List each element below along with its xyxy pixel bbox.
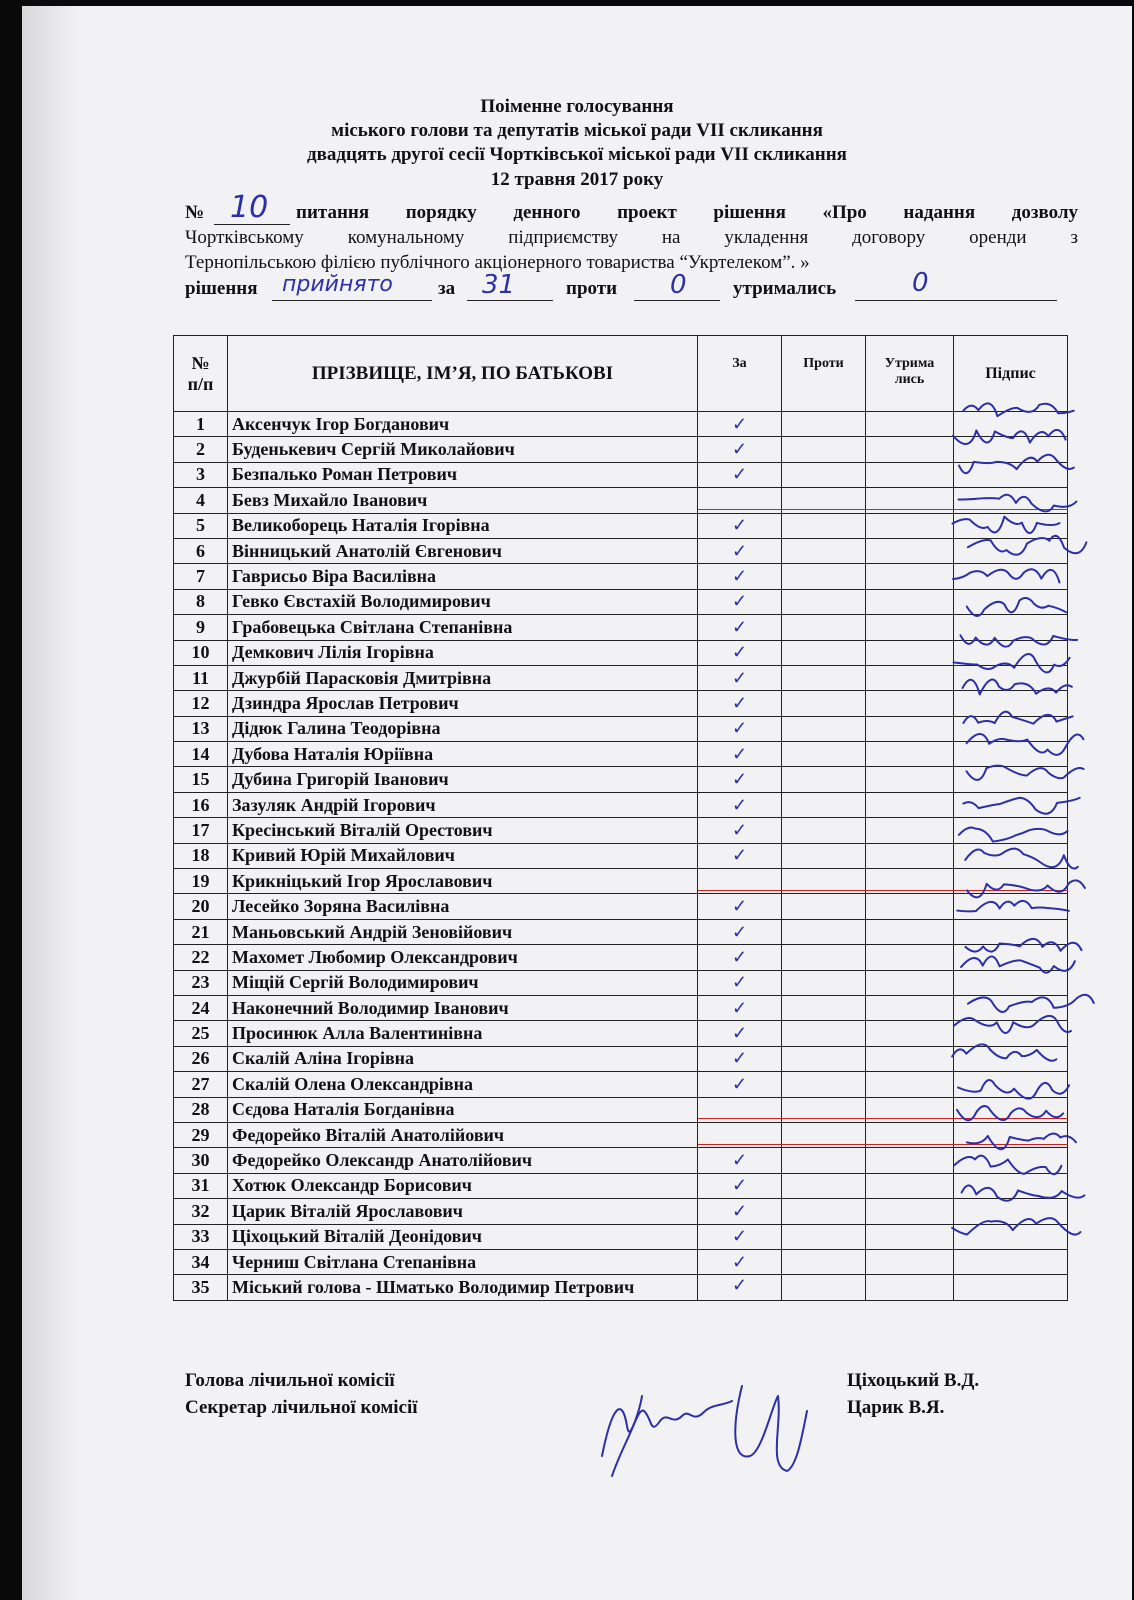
row-vote-for: ✓	[698, 818, 782, 843]
row-name: Хотюк Олександр Борисович	[228, 1173, 698, 1198]
row-vote-against	[782, 894, 866, 919]
row-vote-against	[782, 1224, 866, 1249]
row-name: Махомет Любомир Олександрович	[228, 945, 698, 970]
signature-scribble	[953, 569, 1059, 582]
row-vote-against	[782, 843, 866, 868]
header-line-4: 12 травня 2017 року	[490, 169, 664, 190]
signature-scribble	[963, 680, 1072, 695]
signature-scribble	[966, 766, 1083, 780]
row-number: 19	[174, 869, 228, 894]
row-number: 7	[174, 564, 228, 589]
row-vote-for: ✓	[698, 1148, 782, 1173]
row-name: Буденькевич Сергій Миколайович	[228, 437, 698, 462]
signature-scribble	[954, 1156, 1061, 1175]
row-vote-for: ✓	[698, 665, 782, 690]
signature-scribble	[957, 901, 1069, 911]
row-number: 26	[174, 1046, 228, 1071]
row-number: 16	[174, 792, 228, 817]
row-vote-against	[782, 513, 866, 538]
row-vote-for: ✓	[698, 1021, 782, 1046]
row-number: 8	[174, 589, 228, 614]
row-vote-for: ✓	[698, 462, 782, 487]
abstained-value: 0	[912, 268, 929, 298]
row-name: Дзиндра Ярослав Петрович	[228, 691, 698, 716]
row-number: 13	[174, 716, 228, 741]
row-name: Великоборець Наталія Ігорівна	[228, 513, 698, 538]
row-vote-for: ✓	[698, 640, 782, 665]
row-name: Ціхоцький Віталій Деонідович	[228, 1224, 698, 1249]
signature-scribble	[967, 734, 1084, 755]
signature-scribble	[963, 798, 1079, 814]
chair-name: Ціхоцький В.Д.	[847, 1370, 980, 1391]
row-number: 3	[174, 462, 228, 487]
row-number: 25	[174, 1021, 228, 1046]
row-vote-for: ✓	[698, 792, 782, 817]
signature-scribble	[954, 654, 1070, 672]
signature-scribble	[963, 712, 1072, 724]
row-name: Федорейко Віталій Анатолійович	[228, 1122, 698, 1147]
row-vote-against	[782, 589, 866, 614]
row-name: Кресінський Віталій Орестович	[228, 818, 698, 843]
row-vote-against	[782, 767, 866, 792]
row-vote-against	[782, 995, 866, 1020]
row-vote-for: ✓	[698, 1072, 782, 1097]
row-number: 24	[174, 995, 228, 1020]
decision-label: рішення	[185, 278, 258, 299]
row-vote-against	[782, 970, 866, 995]
signature-scribble	[952, 1218, 1080, 1234]
row-name: Сєдова Наталія Богданівна	[228, 1097, 698, 1122]
row-vote-against	[782, 1199, 866, 1224]
row-vote-against	[782, 1173, 866, 1198]
header-abstained: Утрима лись	[866, 336, 954, 412]
row-vote-against	[782, 919, 866, 944]
header-against: Проти	[782, 336, 866, 412]
row-name: Маньовський Андрій Зеновійович	[228, 919, 698, 944]
row-number: 34	[174, 1249, 228, 1274]
row-name: Дубина Григорій Іванович	[228, 767, 698, 792]
row-vote-for: ✓	[698, 995, 782, 1020]
row-vote-for: ✓	[698, 767, 782, 792]
row-name: Федорейко Олександр Анатолійович	[228, 1148, 698, 1173]
row-vote-against	[782, 1249, 866, 1274]
signature-scribble	[962, 1185, 1085, 1200]
row-vote-against	[782, 564, 866, 589]
signature-scribble	[958, 1080, 1069, 1099]
row-name: Наконечний Володимир Іванович	[228, 995, 698, 1020]
row-number: 18	[174, 843, 228, 868]
row-number: 21	[174, 919, 228, 944]
signature-scribble	[953, 430, 1066, 444]
for-value: 31	[482, 270, 516, 300]
document-page	[22, 6, 1132, 1600]
header-number: № п/п	[174, 336, 228, 412]
secretary-label: Секретар лічильної комісії	[185, 1397, 418, 1418]
for-underline	[467, 300, 553, 301]
row-number: 23	[174, 970, 228, 995]
row-vote-for: ✓	[698, 1173, 782, 1198]
row-vote-against	[782, 665, 866, 690]
row-vote-against	[782, 742, 866, 767]
row-vote-against	[782, 1046, 866, 1071]
against-underline	[634, 300, 720, 301]
row-number: 33	[174, 1224, 228, 1249]
row-name: Лесейко Зоряна Василівна	[228, 894, 698, 919]
row-name: Гаврисьо Віра Василівна	[228, 564, 698, 589]
row-vote-for: ✓	[698, 538, 782, 563]
row-vote-for: ✓	[698, 716, 782, 741]
row-number: 32	[174, 1199, 228, 1224]
row-vote-against	[782, 640, 866, 665]
row-vote-against	[782, 945, 866, 970]
signature-scribble	[959, 455, 1074, 474]
signature-scribble	[959, 827, 1068, 841]
row-vote-against	[782, 1275, 866, 1300]
row-vote-against	[782, 615, 866, 640]
row-vote-for: ✓	[698, 1046, 782, 1071]
row-vote-against	[782, 818, 866, 843]
header-line-2: міського голови та депутатів міської ради VII скликання	[331, 120, 823, 141]
row-name: Бевз Михайло Іванович	[228, 488, 698, 513]
row-vote-against	[782, 716, 866, 741]
row-vote-for: ✓	[698, 412, 782, 437]
row-vote-for: ✓	[698, 945, 782, 970]
row-vote-for: ✓	[698, 589, 782, 614]
signature-scribble	[960, 635, 1077, 646]
signature-scribble	[957, 1106, 1063, 1120]
row-number: 12	[174, 691, 228, 716]
row-number: 17	[174, 818, 228, 843]
decision-underline	[272, 300, 432, 301]
question-text-2: Чортківському комунальному підприємству на укладення договору оренди з	[185, 227, 1078, 248]
signature-scribble	[954, 1016, 1071, 1033]
against-value: 0	[670, 270, 687, 300]
commission-signatures	[582, 1366, 842, 1496]
signature-scribble	[952, 1044, 1056, 1060]
row-name: Царик Віталій Ярославович	[228, 1199, 698, 1224]
row-name: Демкович Лілія Ігорівна	[228, 640, 698, 665]
row-vote-for: ✓	[698, 513, 782, 538]
page-shadow	[22, 6, 82, 1600]
signature-scribble	[968, 995, 1094, 1012]
question-number-value: 10	[230, 190, 269, 225]
header-line-1: Поіменне голосування	[480, 96, 674, 117]
row-vote-against	[782, 462, 866, 487]
abstained-underline	[855, 300, 1057, 301]
row-number: 4	[174, 488, 228, 513]
row-name: Крикніцький Ігор Ярославович	[228, 869, 698, 894]
for-label: за	[438, 278, 456, 299]
row-vote-against	[782, 538, 866, 563]
row-vote-for: ✓	[698, 437, 782, 462]
header-for: За	[698, 336, 782, 412]
signature-scribble	[958, 495, 1076, 512]
row-vote-for: ✓	[698, 843, 782, 868]
row-name: Гевко Євстахій Володимирович	[228, 589, 698, 614]
signatures-column	[922, 306, 1122, 1306]
row-name: Зазуляк Андрій Ігорович	[228, 792, 698, 817]
signature-scribble	[967, 880, 1085, 897]
signature-scribble	[965, 849, 1078, 869]
row-number: 10	[174, 640, 228, 665]
row-vote-for: ✓	[698, 1249, 782, 1274]
decision-value: прийнято	[282, 272, 393, 297]
header-line-3: двадцять другої сесії Чортківської міської ради VII скликання	[307, 144, 847, 165]
signature-scribble	[965, 939, 1081, 952]
chair-label: Голова лічильної комісії	[185, 1370, 395, 1391]
row-number: 1	[174, 412, 228, 437]
header-name: ПРІЗВИЩЕ, ІМ’Я, ПО БАТЬКОВІ	[228, 336, 698, 412]
row-number: 28	[174, 1097, 228, 1122]
row-vote-against	[782, 691, 866, 716]
row-name: Дубова Наталія Юріївна	[228, 742, 698, 767]
secretary-name: Царик В.Я.	[847, 1397, 945, 1418]
row-vote-for: ✓	[698, 970, 782, 995]
row-number: 14	[174, 742, 228, 767]
row-vote-for: ✓	[698, 615, 782, 640]
row-vote-against	[782, 792, 866, 817]
row-name: Вінницький Анатолій Євгенович	[228, 538, 698, 563]
row-vote-for: ✓	[698, 1199, 782, 1224]
question-text-3: Тернопільською філією публічного акціонерного товариства “Укртелеком”. »	[185, 252, 810, 273]
question-number-label: №	[185, 202, 205, 223]
row-number: 30	[174, 1148, 228, 1173]
row-number: 2	[174, 437, 228, 462]
row-vote-for: ✓	[698, 894, 782, 919]
row-vote-for: ✓	[698, 564, 782, 589]
row-vote-against	[782, 437, 866, 462]
signature-scribble	[963, 403, 1073, 416]
row-number: 15	[174, 767, 228, 792]
row-name: Скалій Аліна Ігорівна	[228, 1046, 698, 1071]
row-name: Безпалько Роман Петрович	[228, 462, 698, 487]
row-number: 35	[174, 1275, 228, 1300]
row-vote-against	[782, 1072, 866, 1097]
row-vote-against	[782, 1148, 866, 1173]
against-label: проти	[566, 278, 618, 299]
row-number: 31	[174, 1173, 228, 1198]
row-name: Грабовецька Світлана Степанівна	[228, 615, 698, 640]
question-text-1: питання порядку денного проект рішення «Про надання дозволу	[296, 202, 1078, 223]
signature-scribble	[967, 598, 1066, 616]
row-number: 9	[174, 615, 228, 640]
row-name: Кривий Юрій Михайлович	[228, 843, 698, 868]
signature-scribble	[961, 956, 1075, 972]
row-number: 27	[174, 1072, 228, 1097]
abstained-label: утримались	[733, 278, 837, 299]
signature-scribble	[967, 1134, 1076, 1150]
row-name: Дідюк Галина Теодорівна	[228, 716, 698, 741]
row-vote-for: ✓	[698, 1224, 782, 1249]
row-number: 29	[174, 1122, 228, 1147]
row-name: Черниш Світлана Степанівна	[228, 1249, 698, 1274]
row-name: Аксенчук Ігор Богданович	[228, 412, 698, 437]
row-name: Джурбій Парасковія Дмитрівна	[228, 665, 698, 690]
row-name: Міський голова - Шматько Володимир Петрович	[228, 1275, 698, 1300]
row-number: 6	[174, 538, 228, 563]
signature-scribble	[952, 517, 1059, 533]
row-name: Міщій Сергій Володимирович	[228, 970, 698, 995]
row-name: Просинюк Алла Валентинівна	[228, 1021, 698, 1046]
row-vote-against	[782, 1021, 866, 1046]
row-number: 11	[174, 665, 228, 690]
row-vote-for: ✓	[698, 691, 782, 716]
row-number: 20	[174, 894, 228, 919]
signature-scribble	[968, 536, 1087, 555]
row-name: Скалій Олена Олександрівна	[228, 1072, 698, 1097]
row-vote-for: ✓	[698, 1275, 782, 1300]
row-number: 22	[174, 945, 228, 970]
row-vote-against	[782, 412, 866, 437]
header-signature: Підпис	[954, 336, 1068, 412]
row-vote-for: ✓	[698, 742, 782, 767]
row-number: 5	[174, 513, 228, 538]
row-vote-for: ✓	[698, 919, 782, 944]
